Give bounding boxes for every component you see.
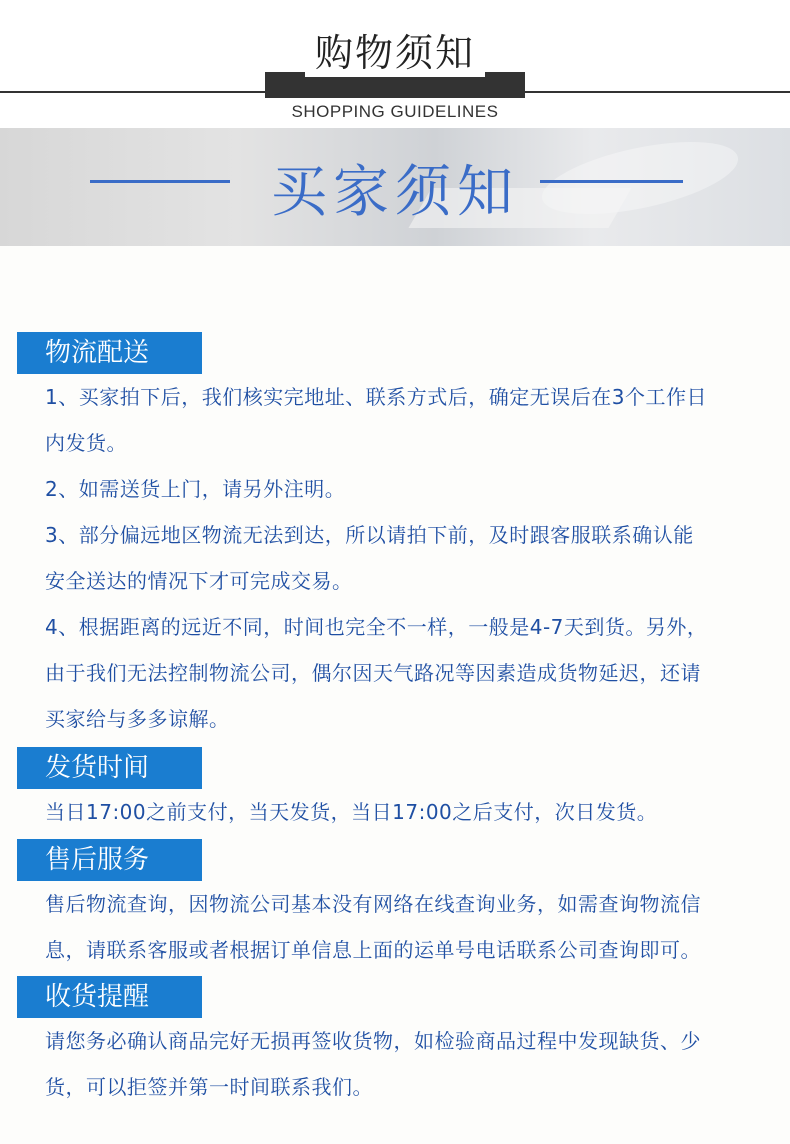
section-label-receipt-reminder: 收货提醒 [17, 976, 202, 1018]
body-line: 2、如需送货上门，请另外注明。 [45, 477, 346, 501]
section-label-after-sales: 售后服务 [17, 839, 202, 881]
banner-title: 买家须知 [271, 160, 519, 225]
body-line: 售后物流查询，因物流公司基本没有网络在线查询业务，如需查询物流信 [45, 892, 701, 916]
page-subtitle: SHOPPING GUIDELINES [291, 102, 499, 121]
section-body-receipt-reminder [45, 1018, 755, 1110]
section-label-logistics: 物流配送 [17, 332, 202, 374]
body-line: 买家给与多多谅解。 [45, 707, 230, 731]
section-body-shipping-time [45, 789, 755, 835]
section-label-shipping-time: 发货时间 [17, 747, 202, 789]
body-line: 安全送达的情况下才可完成交易。 [45, 569, 353, 593]
body-line: 请您务必确认商品完好无损再签收货物，如检验商品过程中发现缺货、少 [45, 1029, 701, 1053]
header-divider [0, 91, 790, 93]
body-line: 1、买家拍下后，我们核实完地址、联系方式后，确定无误后在3个工作日 [45, 385, 707, 409]
body-line: 4、根据距离的远近不同，时间也完全不一样，一般是4-7天到货。另外， [45, 615, 708, 639]
body-line: 当日17:00之前支付，当天发货，当日17:00之后支付，次日发货。 [45, 800, 658, 824]
section-body-logistics [45, 374, 755, 742]
body-line: 内发货。 [45, 431, 127, 455]
body-line: 3、部分偏远地区物流无法到达，所以请拍下前，及时跟客服联系确认能 [45, 523, 694, 547]
body-line: 由于我们无法控制物流公司，偶尔因天气路况等因素造成货物延迟，还请 [45, 661, 701, 685]
body-line: 息，请联系客服或者根据订单信息上面的运单号电话联系公司查询即可。 [45, 938, 701, 962]
body-line: 货，可以拒签并第一时间联系我们。 [45, 1075, 373, 1099]
section-body-after-sales [45, 881, 755, 973]
page-title: 购物须知 [305, 22, 485, 77]
